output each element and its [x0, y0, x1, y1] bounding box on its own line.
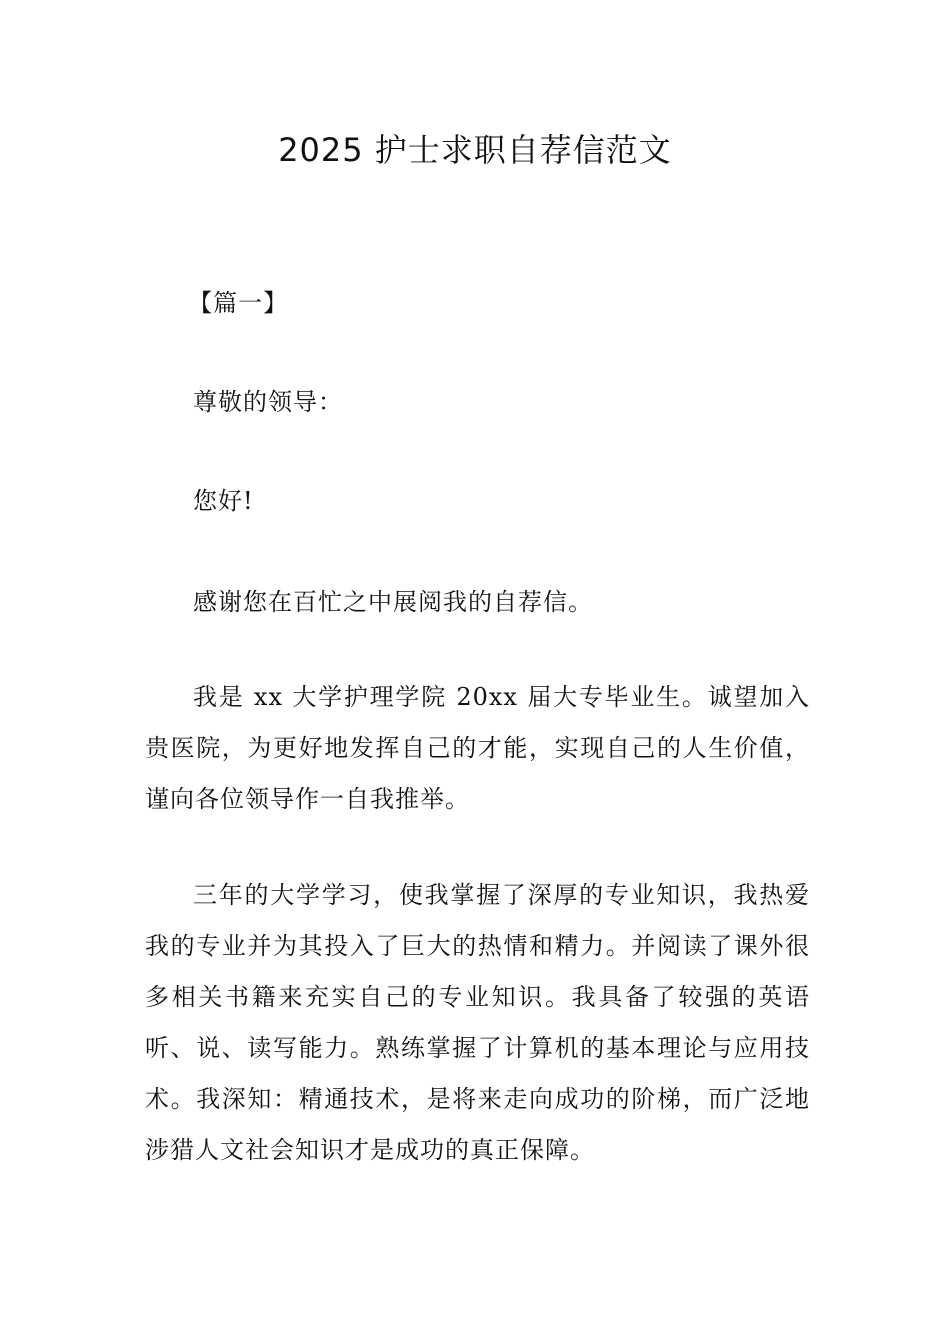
- paragraph-study: 三年的大学学习，使我掌握了深厚的专业知识，我热爱我的专业并为其投入了巨大的热情和精力。并阅读了课外很多相关书籍来充实自己的专业知识。我具备了较强的英语听、说、读写能力。熟练掌握了计算机的基本理论与应用技术。我深知：精通技术，是将来走向成功的阶梯，而广泛地涉猎人文社会知识才是成功的真正保障。: [145, 881, 810, 1164]
- section-label: 【篇一】: [188, 289, 289, 317]
- salutation: 尊敬的领导：: [193, 388, 343, 416]
- paragraph-thanks: 感谢您在百忙之中展阅我的自荐信。: [193, 588, 593, 616]
- paragraph-intro: 我是 xx 大学护理学院 20xx 届大专毕业生。诚望加入贵医院，为更好地发挥自己的才能，实现自己的人生价值，谨向各位领导作一自我推举。: [145, 683, 810, 813]
- document-title: 2025 护士求职自荐信范文: [278, 131, 672, 169]
- greeting: 您好!: [193, 487, 254, 515]
